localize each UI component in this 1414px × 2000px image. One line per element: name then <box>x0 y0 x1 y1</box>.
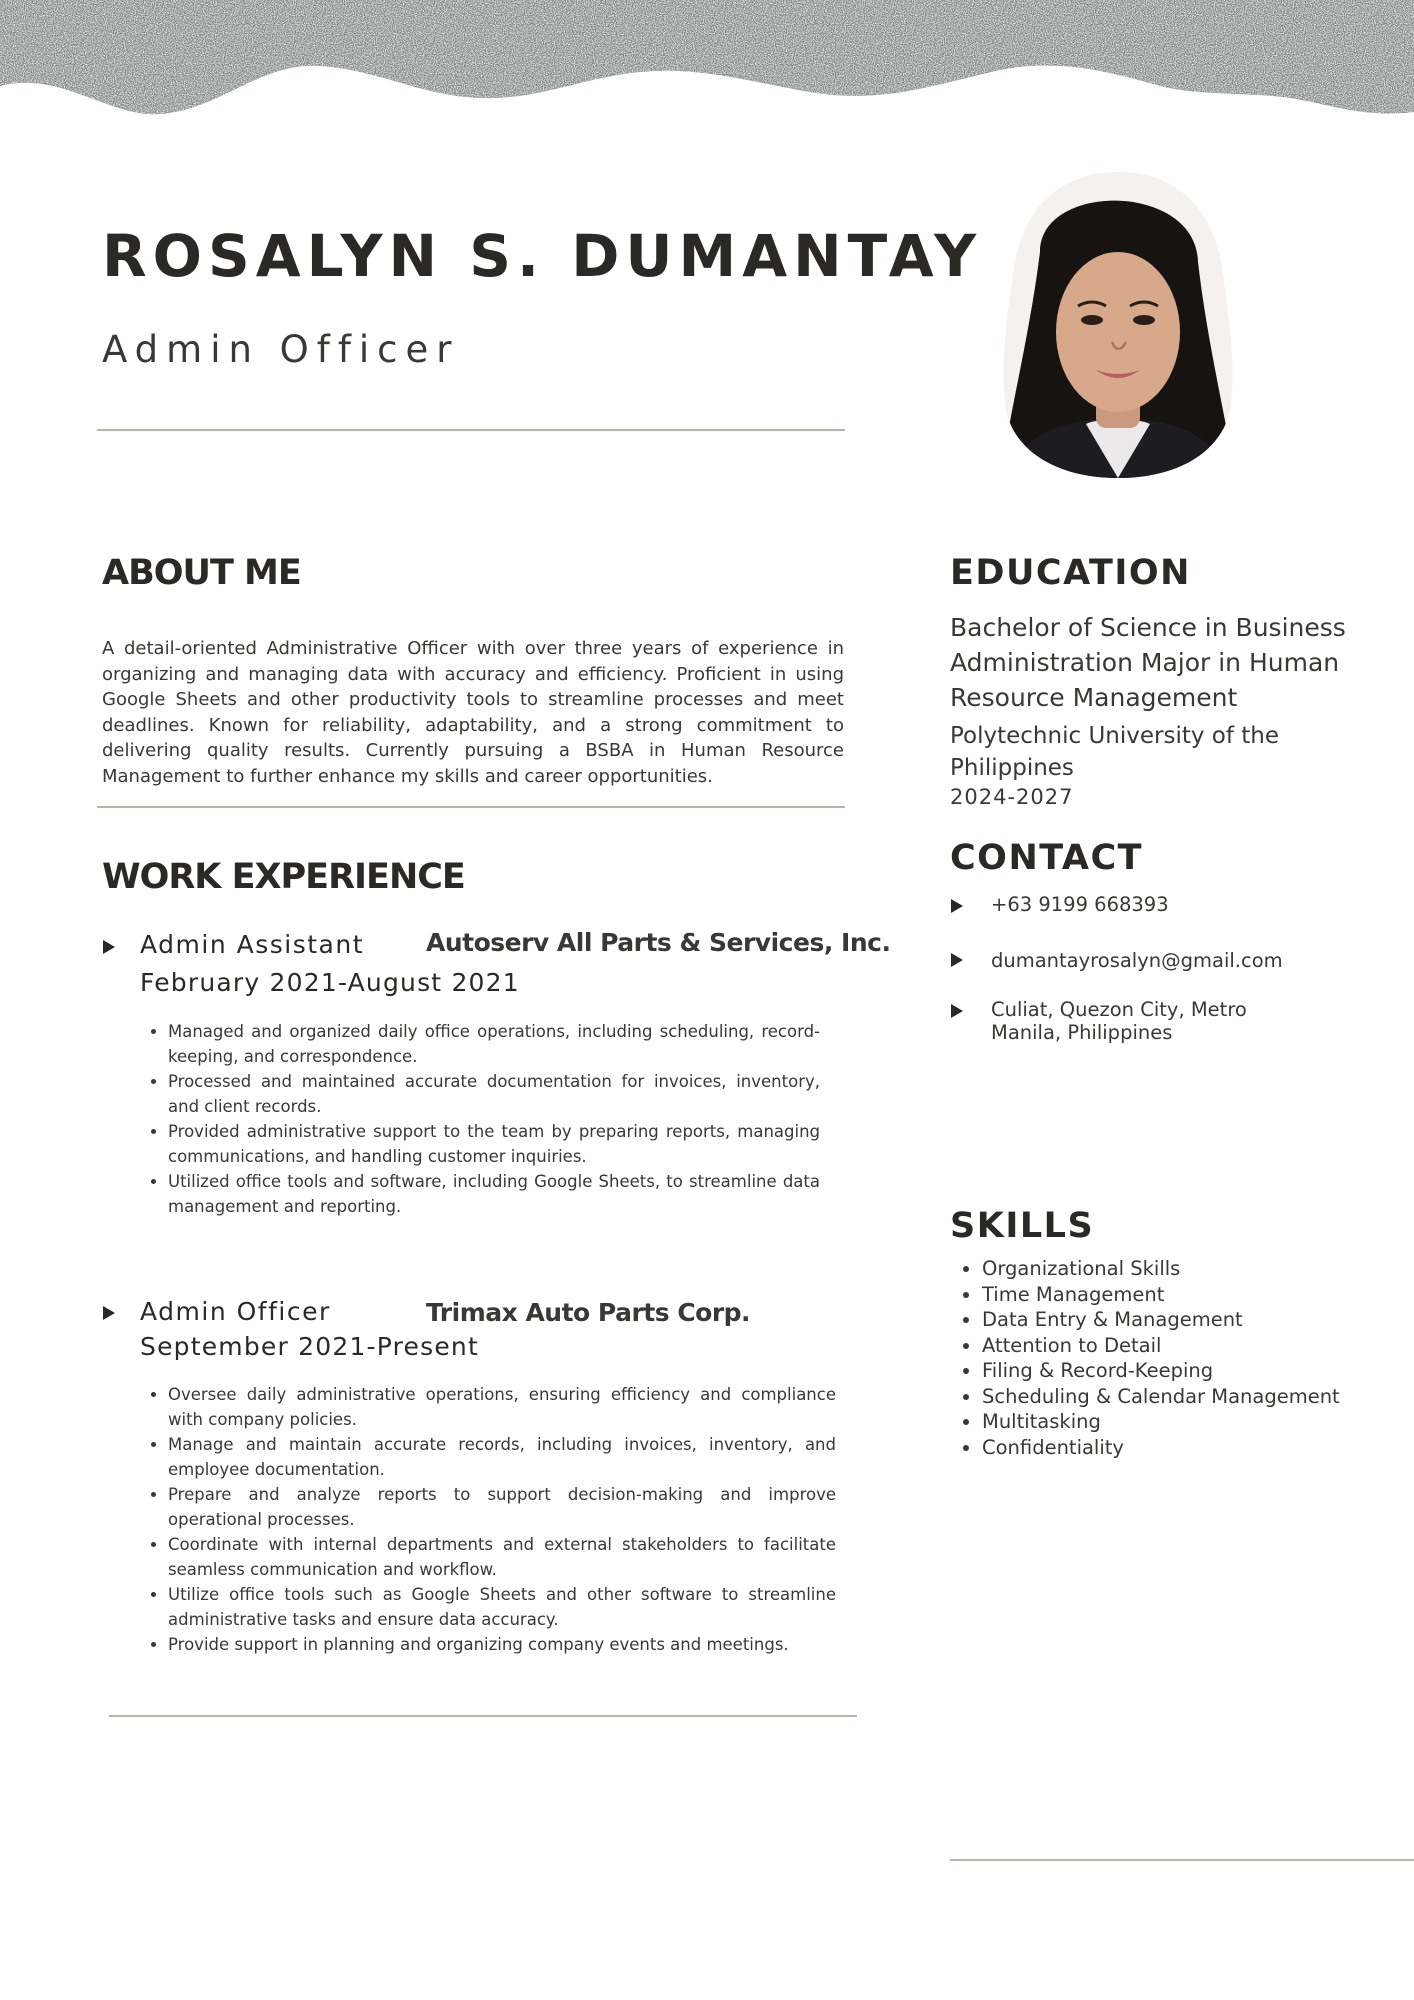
education-degree: Bachelor of Science in Business Administration Major in Human Resource Management <box>950 613 1346 712</box>
job-1-bullet: • Provided administrative support to the team by preparing reports, managing communications, and handling customer inquiries. <box>168 1119 820 1169</box>
job-2-bullet: • Coordinate with internal departments and external stakeholders to facilitate seamless communication and workflow. <box>168 1532 836 1582</box>
job-2-bullet: • Utilize office tools such as Google Sheets and other software to streamline administrative tasks and ensure data accuracy. <box>168 1582 836 1632</box>
skill-item: • Time Management <box>982 1282 1340 1308</box>
skill-item: • Data Entry & Management <box>982 1307 1340 1333</box>
job-2-role: Admin Officer <box>140 1297 331 1326</box>
right-column-divider <box>950 1859 1414 1861</box>
skill-item: • Filing & Record-Keeping <box>982 1358 1340 1384</box>
job-1-bullets <box>141 1019 820 1219</box>
job-2-company: Trimax Auto Parts Corp. <box>426 1298 751 1327</box>
wave-shape <box>0 0 1414 114</box>
job-2-bullet: • Manage and maintain accurate records, including invoices, inventory, and employee documentation. <box>168 1432 836 1482</box>
job-1-marker-icon <box>103 940 115 954</box>
skill-item: • Confidentiality <box>982 1435 1340 1461</box>
contact-phone: +63 9199 668393 <box>991 893 1169 916</box>
job-2-marker-icon <box>103 1306 115 1320</box>
skill-item: • Scheduling & Calendar Management <box>982 1384 1340 1410</box>
phone-marker-icon <box>951 899 963 913</box>
job-1-bullet: • Managed and organized daily office operations, including scheduling, record-keeping, and correspondence. <box>168 1019 820 1069</box>
job-1-company: Autoserv All Parts & Services, Inc. <box>426 928 891 957</box>
job-1-dates: February 2021-August 2021 <box>140 968 520 997</box>
about-divider <box>97 806 845 808</box>
about-paragraph: A detail-oriented Administrative Officer with over three years of experience in organizing and managing data with accuracy and efficiency. Proficient in using Google Sheets and other productivity tools to streamline processes and meet deadlines. Known for reliability, adaptability, and a strong commitment to delivering quality results. Currently pursuing a BSBA in Human Resource Management to further enhance my skills and career opportunities. <box>102 638 844 787</box>
job-2-bullet: • Oversee daily administrative operations, ensuring efficiency and compliance with company policies. <box>168 1382 836 1432</box>
skills-list <box>950 1256 1340 1460</box>
contact-email: dumantayrosalyn@gmail.com <box>991 949 1283 972</box>
education-school: Polytechnic University of the Philippines <box>950 723 1279 781</box>
skills-heading: SKILLS <box>950 1206 1095 1246</box>
contact-heading: CONTACT <box>950 838 1144 878</box>
about-heading: ABOUT ME <box>102 553 301 593</box>
job-2-dates: September 2021-Present <box>140 1332 479 1361</box>
work-divider <box>109 1715 857 1717</box>
education-years: 2024-2027 <box>950 785 1074 809</box>
education-heading: EDUCATION <box>950 553 1191 593</box>
work-heading: WORK EXPERIENCE <box>102 857 465 897</box>
top-wave-banner <box>0 0 1414 130</box>
candidate-name: ROSALYN S. DUMANTAY <box>102 222 983 290</box>
email-marker-icon <box>951 953 963 967</box>
job-1-bullet: • Processed and maintained accurate documentation for invoices, inventory, and client records. <box>168 1069 820 1119</box>
skill-item: • Multitasking <box>982 1409 1340 1435</box>
header-divider <box>97 429 845 431</box>
job-2-bullets <box>141 1382 836 1657</box>
skill-item: • Organizational Skills <box>982 1256 1340 1282</box>
address-marker-icon <box>951 1004 963 1018</box>
job-1-bullet: • Utilized office tools and software, including Google Sheets, to streamline data management and reporting. <box>168 1169 820 1219</box>
profile-photo <box>1000 172 1236 478</box>
job-1-role: Admin Assistant <box>140 930 365 959</box>
contact-address: Culiat, Quezon City, Metro Manila, Philippines <box>991 998 1247 1044</box>
job-2-bullet: • Provide support in planning and organizing company events and meetings. <box>168 1632 836 1657</box>
candidate-title: Admin Officer <box>102 328 460 371</box>
skill-item: • Attention to Detail <box>982 1333 1340 1359</box>
job-2-bullet: • Prepare and analyze reports to support decision-making and improve operational processes. <box>168 1482 836 1532</box>
